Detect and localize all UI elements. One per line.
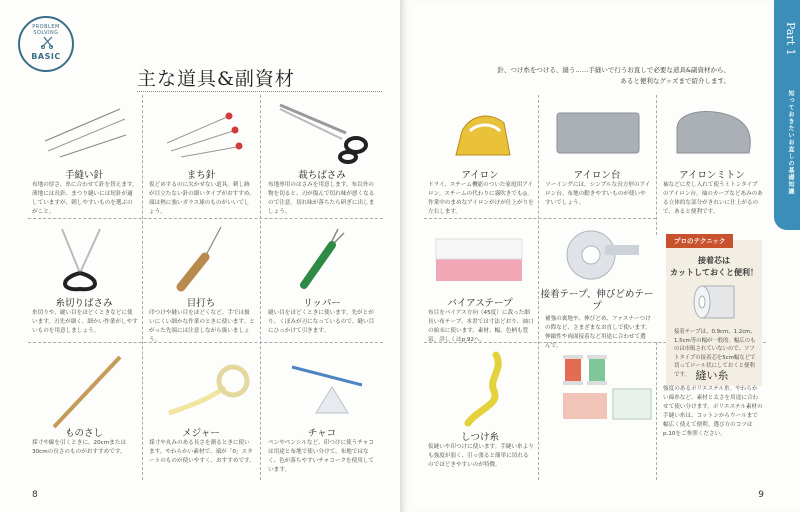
pro-technique-label: プロのテクニック bbox=[666, 234, 733, 248]
item-bias-tape bbox=[422, 219, 538, 342]
item-basting-thread bbox=[422, 343, 538, 483]
item-name: 縫い糸 bbox=[695, 369, 729, 382]
item-ironing-board bbox=[539, 95, 655, 218]
item-ironing-mitt bbox=[657, 95, 767, 218]
item-description: 強度のあるポリエステル糸。やわらかい綿糸など、素材と太さを用途に合わせて使い分けます。ポリエステル素材の手縫い糸は、コットンからウールまで幅広く使えて便利。選び方のコツはp.10をご参照ください。 bbox=[663, 386, 763, 437]
bias-tape-image bbox=[434, 235, 526, 289]
part-subtitle: 知っておきたいお直しの基礎知識 bbox=[787, 90, 794, 195]
item-description: 糸切りや、縫い目をほどくときなどに使います。刃先が細く、細かい作業がしやすいものを用意しましょう。 bbox=[32, 310, 138, 334]
hand-needle-image bbox=[40, 101, 130, 161]
pins-image bbox=[157, 101, 247, 161]
item-name: メジャー bbox=[182, 428, 220, 439]
item-name: 手縫い針 bbox=[64, 170, 103, 181]
item-name: アイロンミトン bbox=[679, 170, 745, 181]
item-shears bbox=[262, 95, 382, 218]
ironing-mitt-image bbox=[671, 105, 757, 159]
item-description: 補強の裏地や、伸びどめ、ファスナーつけの際など、さまざまなお直しで使います。伸縮性や両面接着など用途に合わせて選んで。 bbox=[545, 316, 651, 349]
item-chalk bbox=[262, 343, 382, 483]
badge-bottom-text: BASIC bbox=[31, 52, 61, 61]
item-description: 仮どめするのに欠かせない道具。刺し跡が目立たない針の細いタイプがおすすめ。頭は熱に強いガラス球のものがいいでしょう。 bbox=[149, 182, 255, 215]
needle-scissors-icon bbox=[40, 35, 54, 49]
pro-technique-description: 接着テープは、0.9cm、1.2cm、1.5cm等の幅が一般的。幅広のものは市販されていないので、ソフトタイプの接着芯を5cm幅などで切ってロール状にしておくと便利です。 bbox=[674, 329, 756, 378]
pro-technique-title: 接着芯は カットしておくと便利！ bbox=[670, 255, 758, 277]
item-description: ソーイングには、シンプルな長方形のアイロン台。布地の動きやすいものが使いやすいでしょう。 bbox=[545, 182, 651, 206]
item-description: 印つけや縫い目をほどくなど、手では扱いにくい細かな作業のときに使います。とがった先端には注意しながら扱いましょう。 bbox=[149, 310, 255, 343]
iron-image bbox=[450, 101, 520, 163]
item-name: チャコ bbox=[307, 428, 337, 439]
page-number-right: 9 bbox=[758, 490, 764, 500]
chalk-image bbox=[282, 353, 372, 423]
item-name: リッパー bbox=[303, 298, 341, 309]
item-description: 布地の厚さ、糸に合わせて針を替えます。薄地には長針、まつり縫いには短針が適していますが、刺しやすいものを選ぶのがこと。 bbox=[32, 182, 138, 215]
item-fusible-tape bbox=[539, 219, 655, 349]
awl-image bbox=[171, 223, 231, 293]
item-description: 袖などに差し入れて使うミトンタイプのアイロン台。袖のカーブなどあみのある立体的な部分がきれいに仕上がるので、あると便利です。 bbox=[663, 182, 763, 215]
item-name: 目打ち bbox=[186, 298, 216, 309]
problem-solving-badge bbox=[18, 16, 74, 72]
item-sewing-thread bbox=[657, 343, 767, 483]
item-description: ペンやペンシルなど、印つけに使うチャコは用途と布地で使い分けて。布地ではなく、色が落ちやすいチャコークを使用しています。 bbox=[268, 440, 375, 473]
item-name: しつけ糸 bbox=[460, 432, 499, 443]
item-iron bbox=[422, 95, 538, 218]
page-title: 主な道具&副資材 bbox=[137, 68, 295, 90]
item-description: 仮縫いや印つけに使います。手縫い糸よりも強度が弱く、引っ張ると簡単に切れるのでほどきやすいのが特徴。 bbox=[428, 444, 534, 468]
title-divider bbox=[137, 91, 382, 92]
part-label: Part 1 bbox=[784, 22, 797, 56]
tape-measure-image bbox=[163, 353, 253, 423]
item-name: 糸切りばさみ bbox=[55, 298, 113, 309]
ironing-board-image bbox=[553, 109, 643, 155]
item-description: 布地専用のはさみを用意します。布以外の物を切ると、刃が傷んで切れ味が悪くなるので注意。切れ味が落ちたら研ぎに出しましょう。 bbox=[268, 182, 375, 215]
interfacing-roll-image bbox=[688, 282, 740, 322]
grid-line bbox=[260, 95, 261, 480]
item-description: 布目をバイアス方向（45度）に裁った細長い布テープ。本書では寸法どおり、袖口の始末に使います。素材、幅、色柄も豊富。詳しくはp.92へ。 bbox=[428, 310, 534, 343]
ruler-image bbox=[46, 351, 126, 431]
item-pins bbox=[143, 95, 259, 218]
item-name: まち針 bbox=[186, 170, 216, 181]
item-sewing-thread-image-cell bbox=[539, 343, 659, 483]
item-description: ドライ、スチーム機能のついた家庭用アイロン。スチームの代わりに霧吹きでも◎。作業中のまめなアイロンがけが仕上がりを左右します。 bbox=[428, 182, 534, 215]
item-name: アイロン台 bbox=[573, 170, 621, 181]
item-tape-measure bbox=[143, 343, 259, 483]
badge-top-text: PROBLEM SOLVING bbox=[32, 24, 60, 36]
item-thread-snips bbox=[26, 219, 142, 342]
basting-thread-image bbox=[448, 349, 518, 429]
item-awl bbox=[143, 219, 259, 342]
seam-ripper-image bbox=[292, 223, 352, 293]
item-description: 採寸や丸みのある長さを測るときに使います。やわらかい素材で、端が「0」スタートのものが使いやすく、おすすめです。 bbox=[149, 440, 255, 464]
item-name: 接着テープ、伸びどめテープ bbox=[540, 289, 654, 312]
item-hand-needle bbox=[26, 95, 142, 218]
shears-image bbox=[276, 99, 376, 165]
item-ripper bbox=[262, 219, 382, 342]
item-description: 採寸や線を引くときに。20cmまたは30cmの長さのものがおすすめです。 bbox=[32, 440, 126, 455]
item-name: バイアステープ bbox=[447, 298, 513, 309]
item-description: 縫い目をほどくときに使います。先がとがり、くぼみが刃になっているので、縫い目にひっかけて引きます。 bbox=[268, 310, 375, 334]
thread-snips-image bbox=[50, 223, 120, 293]
fusible-tape-image bbox=[555, 225, 641, 285]
sewing-thread-spools-image bbox=[559, 353, 655, 423]
item-name: 裁ちばさみ bbox=[298, 170, 346, 181]
item-name: アイロン bbox=[461, 170, 499, 181]
intro-text: 針、つけ糸をつける、縫う……手縫いで行うお直しで必要な道具&副資材から、 あると便利なグッズまで紹介します。 bbox=[497, 66, 730, 85]
item-name: ものさし bbox=[64, 428, 103, 439]
item-ruler bbox=[26, 343, 142, 483]
page-number-left: 8 bbox=[32, 490, 38, 500]
